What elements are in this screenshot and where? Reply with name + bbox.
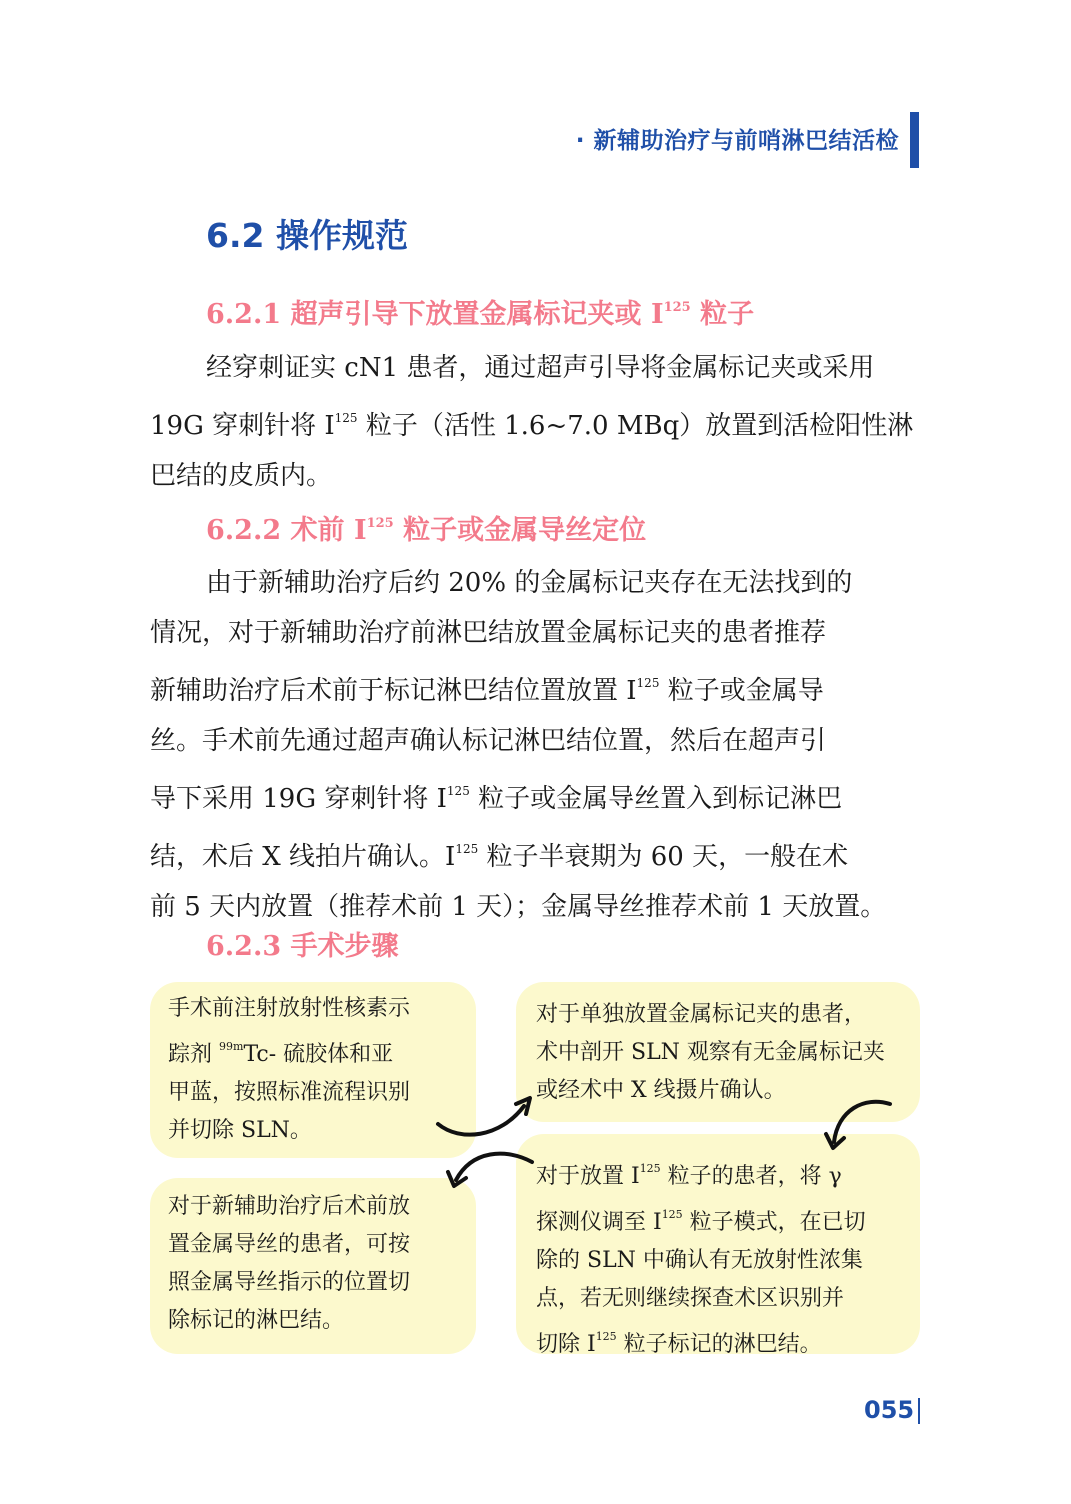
subsection-title-622: 6.2.2 术前 $I^{125}$ 粒子或金属导丝定位 bbox=[206, 515, 647, 546]
flow-arrow-1-to-2 bbox=[420, 1080, 540, 1150]
running-header: · 新辅助治疗与前哨淋巴结活检 bbox=[575, 128, 899, 154]
flow-box-step-1-text: 手术前注射放射性核素示 踪剂 $^{99m}$Tc- 硫胶体和亚 甲蓝，按照标准流程识别 并切除 SLN。 bbox=[168, 996, 411, 1143]
flow-box-seed-text: 对于放置 $I^{125}$ 粒子的患者，将 γ 探测仪调至 $I^{125}$ 粒子模式，在已切 除的 SLN 中确认有无放射性浓集 点，若无则继续探查术区识别并 切除 $I^{125}$ 粒子标记的淋巴结。 bbox=[536, 1162, 866, 1357]
flow-box-wire-text: 对于新辅助治疗后术前放 置金属导丝的患者，可按 照金属导丝指示的位置切 除标记的淋巴结。 bbox=[168, 1194, 411, 1333]
header-accent-bar bbox=[910, 112, 919, 168]
paragraph-622: 由于新辅助治疗后约 20% 的金属标记夹存在无法找到的 情况，对于新辅助治疗前淋巴结放置金属标记夹的患者推荐 新辅助治疗后术前于标记淋巴结位置放置 $I^{125}$ 粒子或金属导 丝。手术前先通过超声确认标记淋巴结位置，然后在超声引 导下采用 19G 穿刺针将 $I^{125}$ 粒子或金属导丝置入到标记淋巴 结，术后 X 线拍片确认。$I^{125}$ 粒子半衰期为 60 天，一般在术 前 5 天内放置（推荐术前 1 天）；金属导丝推荐术前 1 天放置。 bbox=[150, 568, 887, 922]
paragraph-621: 经穿刺证实 cN1 患者，通过超声引导将金属标记夹或采用 19G 穿刺针将 $I^{125}$ 粒子（活性 1.6~7.0 MBq）放置到活检阳性淋 巴结的皮质内。 bbox=[150, 353, 914, 491]
flow-arrow-2-to-3 bbox=[818, 1092, 900, 1158]
page-number-divider bbox=[918, 1398, 920, 1424]
flow-arrow-3-to-4 bbox=[440, 1146, 540, 1196]
section-title: 6.2 操作规范 bbox=[206, 216, 408, 255]
page-number: 055 bbox=[864, 1396, 915, 1424]
flow-box-clip-only-text: 对于单独放置金属标记夹的患者， 术中剖开 SLN 观察有无金属标记夹 或经术中 X 线摄片确认。 bbox=[536, 1002, 885, 1103]
subsection-title-623: 6.2.3 手术步骤 bbox=[206, 931, 399, 962]
subsection-title-621: 6.2.1 超声引导下放置金属标记夹或 $I^{125}$ 粒子 bbox=[206, 299, 755, 330]
